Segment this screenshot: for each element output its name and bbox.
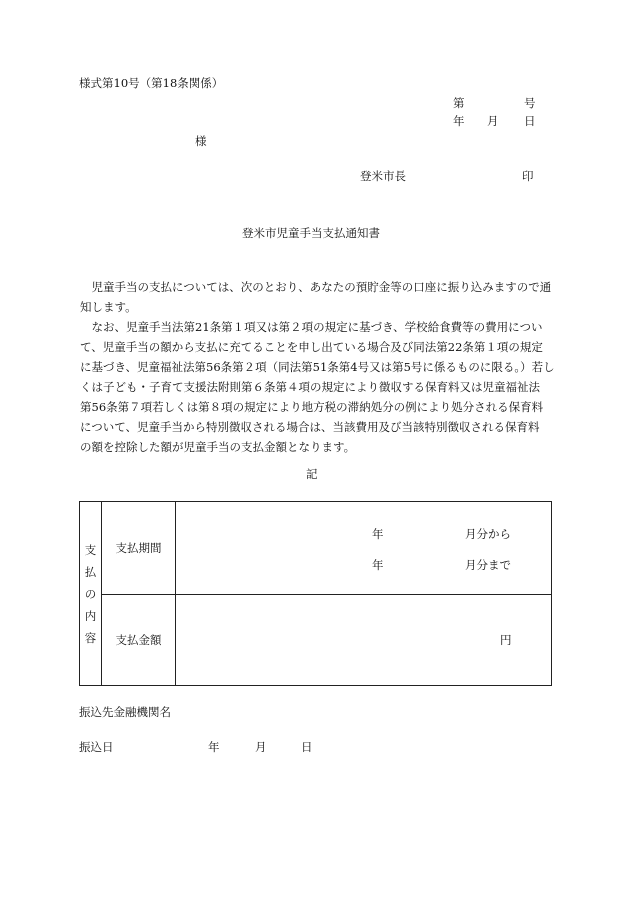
document-title: 登米市児童手当支払通知書 [242, 226, 380, 240]
body-line: の額を控除した額が児童手当の支払金額となります。 [80, 440, 356, 454]
body-line: に基づき、児童福祉法第56条第２項（同法第51条第4号又は第5号に係るものに限る。）若し [80, 360, 555, 374]
period-from-month: 月分から [465, 527, 511, 541]
amount-cell [176, 595, 552, 686]
body-line: て、児童手当の額から支払に充てることを申し出ている場合及び同法第22条第１項の規定 [80, 340, 543, 354]
period-from-year: 年 [372, 527, 384, 541]
transfer-year: 年 [208, 740, 220, 754]
date-day: 日 [524, 114, 536, 128]
form-number: 様式第10号（第18条関係） [79, 76, 224, 90]
payment-content-table [79, 501, 552, 686]
transfer-label: 振込日 [79, 740, 114, 754]
side-label-char: の [84, 586, 97, 601]
body-line: なお、児童手当法第21条第１項又は第２項の規定に基づき、学校給食費等の費用につい [80, 320, 543, 334]
side-label-char: 払 [84, 564, 97, 579]
ki-mark: 記 [306, 467, 318, 481]
issuer-name: 登米市長 [360, 169, 406, 183]
side-label [80, 502, 102, 686]
date-month: 月 [487, 114, 499, 128]
body-text [80, 277, 555, 457]
body-line: くは子ども・子育て支援法附則第６条第４項の規定により徴収する保育料又は児童福祉法 [80, 380, 540, 394]
body-line: について、児童手当から特別徴収される場合は、当該費用及び当該特別徴収される保育料 [80, 420, 540, 434]
transfer-month: 月 [255, 740, 267, 754]
period-to-year: 年 [372, 558, 384, 572]
bank-label: 振込先金融機関名 [79, 705, 171, 719]
number-dai: 第 [453, 96, 465, 110]
body-line: 児童手当の支払については、次のとおり、あなたの預貯金等の口座に振り込みますので通 [80, 280, 552, 294]
body-line: 知します。 [80, 300, 137, 314]
side-label-char: 内 [84, 608, 97, 623]
seal-mark: 印 [522, 169, 534, 183]
period-to-month: 月分まで [465, 558, 511, 572]
side-label-char: 容 [84, 630, 97, 645]
period-label: 支払期間 [102, 502, 176, 595]
recipient-suffix: 様 [195, 134, 207, 148]
date-year: 年 [453, 114, 465, 128]
number-go: 号 [524, 96, 536, 110]
period-cell [176, 502, 552, 595]
transfer-day: 日 [301, 740, 313, 754]
amount-label: 支払金額 [102, 595, 176, 686]
amount-unit: 円 [500, 633, 512, 647]
body-line: 第56条第７項若しくは第８項の規定により地方税の滞納処分の例により処分される保育料 [80, 400, 544, 414]
side-label-char: 支 [84, 542, 97, 557]
